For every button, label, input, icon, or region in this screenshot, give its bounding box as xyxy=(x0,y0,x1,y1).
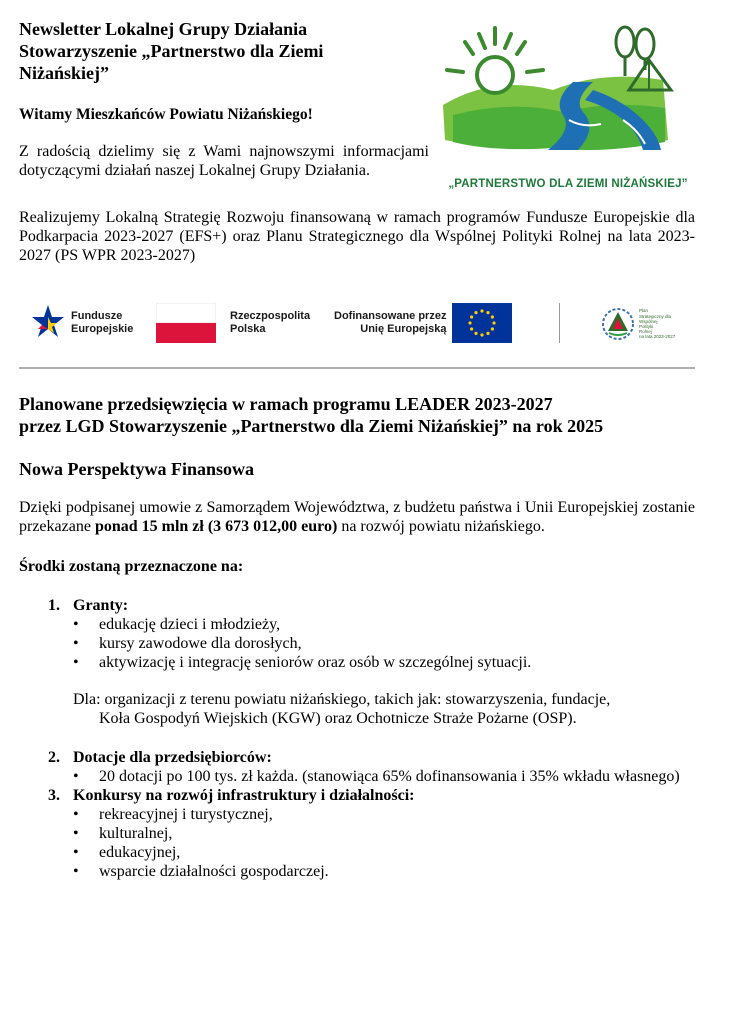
newsletter-title: Newsletter Lokalnej Grupy Działania Stowarzyszenie „Partnerstwo dla Ziemi Niżańskiej” xyxy=(19,19,324,83)
funding-paragraph: Dzięki podpisanej umowie z Samorządem Województwa, z budżetu państwa i Unii Europejskiej zostanie przekazane ponad 15 mln zł (3 673 012,00 euro) na rozwój powiatu niżańskiego. xyxy=(19,499,695,535)
list-item: • wsparcie działalności gospodarczej. xyxy=(73,862,695,881)
eu-flag-icon xyxy=(452,303,512,343)
list-item-title: Granty: xyxy=(73,597,129,614)
rp-line1: Rzeczpospolita xyxy=(230,310,311,322)
list-item: • rekreacyjnej i turystycznej, xyxy=(73,805,695,824)
lgd-logo xyxy=(433,20,703,190)
list-item-grants: 1. Granty: • edukację dzieci i młodzieży, • kursy zawodowe dla dorosłych, • aktywizację i integrację seniorów oraz osób w szczególnej sytuacji. Dla: organizacji z terenu powiatu niżańskiego, takich jak: stowarzyszenia, fundacje, Koła Gospodyń Wiejskich (KGW) oraz Ochotnicze Straże Pożarne (OSP). xyxy=(19,596,695,728)
fe-line2: Europejskie xyxy=(71,323,134,335)
destination-heading: Środki zostaną przeznaczone na: xyxy=(19,558,244,575)
list-item-title: Dotacje dla przedsiębiorców: xyxy=(73,749,272,766)
newsletter-page xyxy=(19,18,695,881)
ps-wpr-text: Plan Strategiczny dla Wspólnej Polityki Rolnej na lata 2023-2027 xyxy=(639,308,676,340)
list-item: • kulturalnej, xyxy=(73,824,695,843)
list-item-business-grants: 2. Dotacje dla przedsiębiorców: • 20 dotacji po 100 tys. zł każda. (stanowiąca 65% dofinansowania i 35% wkładu własnego) xyxy=(19,748,695,786)
polish-flag-icon xyxy=(156,303,216,343)
funding-amount: ponad 15 mln zł (3 673 012,00 euro) xyxy=(94,518,338,535)
rp-line2: Polska xyxy=(230,323,266,335)
eu-line2: Unię Europejską xyxy=(360,323,447,335)
list-item: • kursy zawodowe dla dorosłych, xyxy=(73,634,695,653)
header-section xyxy=(19,18,695,190)
bullet-list xyxy=(73,805,695,881)
list-item: • edukacyjnej, xyxy=(73,843,695,862)
bullet-list xyxy=(73,615,695,672)
grants-eligibility: Dla: organizacji z terenu powiatu niżańskiego, takich jak: stowarzyszenia, fundacje, Koła Gospodyń Wiejskich (KGW) oraz Ochotnicze Straże Pożarne (OSP). xyxy=(73,691,611,727)
logo-separator xyxy=(559,303,560,343)
program-list xyxy=(19,596,695,881)
eu-cofinancing-logo xyxy=(334,303,512,343)
list-item-infrastructure: 3. Konkursy na rozwój infrastruktury i działalności: • rekreacyjnej i turystycznej, • kulturalnej, • edukacyjnej, • wsparcie działalności gospodarczej. xyxy=(19,786,695,881)
logo-caption: „PARTNERSTWO DLA ZIEMI NIŻAŃSKIEJ” xyxy=(448,178,688,190)
eu-line1: Dofinansowane przez xyxy=(334,310,447,322)
list-item: • aktywizację i integrację seniorów oraz osób w szczególnej sytuacji. xyxy=(73,653,695,672)
fundusze-europejskie-logo xyxy=(31,303,133,343)
list-item-title: Konkursy na rozwój infrastruktury i działalności: xyxy=(73,787,415,804)
section-subheading: Nowa Perspektywa Finansowa xyxy=(19,459,255,479)
fe-star-icon xyxy=(31,303,65,343)
ps-wpr-logo xyxy=(601,307,675,341)
list-item: • edukację dzieci i młodzieży, xyxy=(73,615,695,634)
funders-logo-bar xyxy=(19,281,695,367)
rzeczpospolita-polska-logo xyxy=(156,303,310,343)
intro-paragraph: Z radością dzielimy się z Wami najnowszymi informacjami dotyczącymi działań naszej Lokalnej Grupy Działania. xyxy=(19,143,429,179)
lgd-logo-graphic xyxy=(433,20,703,170)
header-text xyxy=(19,18,429,190)
ps-wpr-emblem-icon xyxy=(601,307,635,341)
bullet-list xyxy=(73,767,695,786)
list-item: • 20 dotacji po 100 tys. zł każda. (stanowiąca 65% dofinansowania i 35% wkładu własnego) xyxy=(73,767,695,786)
section-divider xyxy=(19,367,695,369)
strategy-paragraph: Realizujemy Lokalną Strategię Rozwoju finansowaną w ramach programów Fundusze Europejskie dla Podkarpacia 2023-2027 (EFS+) oraz Planu Strategicznego dla Wspólnej Polityki Rolnej na lata 2023-2027 (PS WPR 2023-2027) xyxy=(19,209,695,264)
section-heading: Planowane przedsięwzięcia w ramach programu LEADER 2023-2027 przez LGD Stowarzyszenie „Partnerstwo dla Ziemi Niżańskiej” na rok 2025 xyxy=(19,394,604,436)
welcome-heading: Witamy Mieszkańców Powiatu Niżańskiego! xyxy=(19,106,313,123)
fe-line1: Fundusze xyxy=(71,310,123,322)
